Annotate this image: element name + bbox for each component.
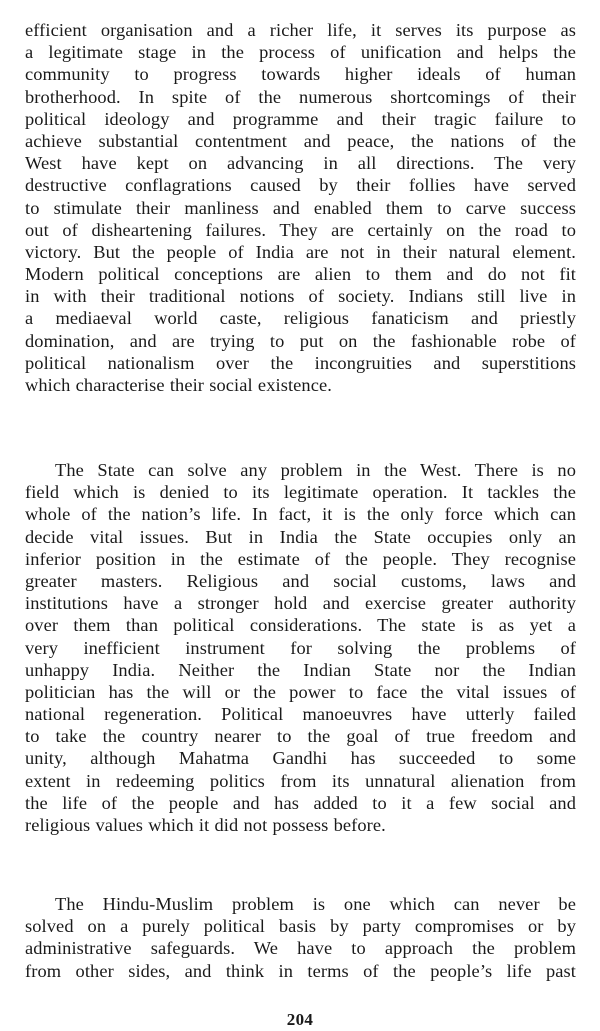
text-line: administrative safeguards. We have to approach the problem [25, 938, 576, 959]
text-line: Modern political conceptions are alien to them and do not fit [25, 264, 576, 285]
text-line: political nationalism over the incongruities and superstitions [25, 352, 576, 373]
text-line: destructive conflagrations caused by their follies have served [25, 175, 576, 196]
text-line: extent in redeeming politics from its unnatural alienation from [25, 770, 576, 791]
text-line: to take the country nearer to the goal of true freedom and [25, 726, 576, 747]
text-line: domination, and are trying to put on the fashionable robe of [25, 330, 576, 351]
paragraph-1 [25, 19, 576, 396]
text-line: very inefficient instrument for solving the problems of [25, 637, 576, 658]
text-line: field which is denied to its legitimate operation. It tackles the [25, 482, 576, 503]
text-line: The State can solve any problem in the West. There is no [55, 460, 576, 480]
text-line: which characterise their social existence. [25, 375, 332, 395]
text-line: efficient organisation and a richer life, it serves its purpose as [25, 20, 576, 40]
paragraph-3 [25, 893, 576, 982]
text-line: unity, although Mahatma Gandhi has succeeded to some [25, 748, 576, 769]
text-line: brotherhood. In spite of the numerous shortcomings of their [25, 86, 576, 107]
text-line: inferior position in the estimate of the people. They recognise [25, 548, 576, 569]
page-number: 204 [286, 1010, 314, 1029]
text-line: a mediaeval world caste, religious fanaticism and priestly [25, 308, 576, 329]
text-line: a legitimate stage in the process of unification and helps the [25, 42, 576, 63]
text-line: greater masters. Religious and social customs, laws and [25, 570, 576, 591]
text-line: West have kept on advancing in all directions. The very [25, 153, 576, 174]
text-line: over them than political considerations. The state is as yet a [25, 615, 576, 636]
text-line: in with their traditional notions of society. Indians still live in [25, 286, 576, 307]
text-line: community to progress towards higher ideals of human [25, 64, 576, 85]
text-line: national regeneration. Political manoeuvres have utterly failed [25, 704, 576, 725]
text-line: solved on a purely political basis by party compromises or by [25, 916, 576, 937]
text-line: from other sides, and think in terms of the people’s life past [25, 960, 576, 981]
text-line: unhappy India. Neither the Indian State nor the Indian [25, 659, 576, 680]
text-line: political ideology and programme and their tragic failure to [25, 108, 576, 129]
text-line: achieve substantial contentment and peace, the nations of the [25, 130, 576, 151]
text-line: victory. But the people of India are not in their natural element. [25, 241, 576, 262]
text-line: to stimulate their manliness and enabled them to carve success [25, 197, 576, 218]
text-line: whole of the nation’s life. In fact, it is the only force which can [25, 504, 576, 525]
text-line: out of disheartening failures. They are certainly on the road to [25, 219, 576, 240]
paragraph-2 [25, 459, 576, 836]
text-line: religious values which it did not possess before. [25, 815, 386, 835]
text-line: institutions have a stronger hold and exercise greater authority [25, 593, 576, 614]
text-line: the life of the people and has added to it a few social and [25, 792, 576, 813]
text-line: decide vital issues. But in India the State occupies only an [25, 526, 576, 547]
text-line: politician has the will or the power to face the vital issues of [25, 681, 576, 702]
text-line: The Hindu-Muslim problem is one which can never be [55, 894, 576, 914]
